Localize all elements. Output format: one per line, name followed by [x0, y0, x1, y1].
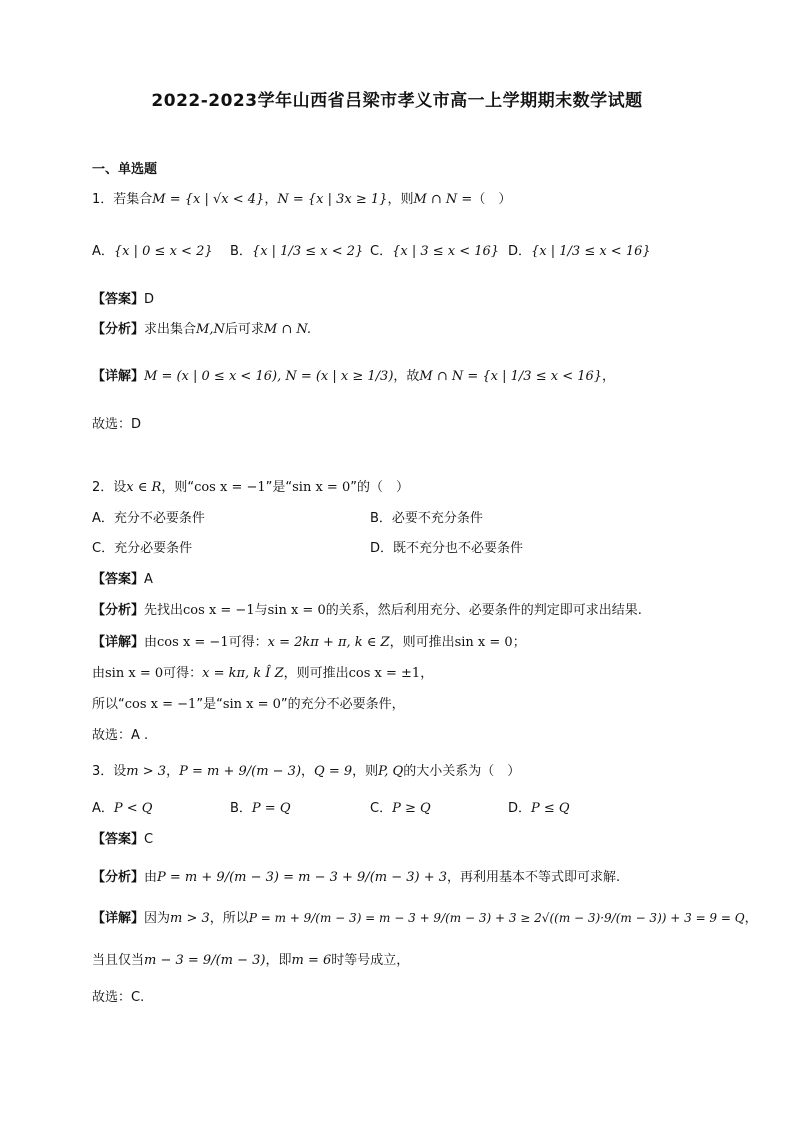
question-1-stem: 1．若集合M = {x | √x < 4}，N = {x | 3x ≥ 1}，则M ∩ N =（ ） — [92, 192, 512, 207]
question-3-stem: 3．设m > 3，P = m + 9/(m − 3)，Q = 9，则P, Q的大小关系为（ ） — [92, 764, 521, 779]
question-2-answer: 【答案】A — [92, 572, 153, 587]
question-3-detail: 【详解】因为m > 3，所以P = m + 9/(m − 3) = m − 3 + 9/(m − 3) + 3 ≥ 2√((m − 3)·9/(m − 3)) + 3 = 9 = Q， — [92, 911, 758, 926]
option-b: B．{x | 1/3 ≤ x < 2} — [230, 244, 364, 259]
option-b: B．必要不充分条件 — [370, 511, 483, 526]
option-a: A．{x | 0 ≤ x < 2} — [92, 244, 213, 259]
section-heading: 一、单选题 — [92, 162, 158, 177]
option-a: A．P < Q — [92, 801, 153, 816]
option-b: B．P = Q — [230, 801, 291, 816]
option-d: D．P ≤ Q — [508, 801, 570, 816]
question-1-conclusion: 故选：D — [92, 417, 142, 432]
page-title: 2022-2023学年山西省吕梁市孝义市高一上学期期末数学试题 — [151, 91, 643, 111]
question-3-answer: 【答案】C — [92, 832, 154, 847]
option-d: D．{x | 1/3 ≤ x < 16} — [508, 244, 651, 259]
option-c: C．{x | 3 ≤ x < 16} — [370, 244, 500, 259]
option-c: C．P ≥ Q — [370, 801, 431, 816]
question-1-answer: 【答案】D — [92, 292, 155, 307]
question-1-detail: 【详解】M = (x | 0 ≤ x < 16), N = (x | x ≥ 1/3)，故M ∩ N = {x | 1/3 ≤ x < 16}， — [92, 369, 616, 384]
question-3-conclusion: 故选：C. — [92, 990, 145, 1005]
question-2-stem: 2．设x ∈ R，则“cos x = −1”是“sin x = 0”的（ ） — [92, 480, 409, 495]
question-3-equality-condition: 当且仅当m − 3 = 9/(m − 3)，即m = 6时等号成立， — [92, 953, 410, 968]
option-d: D．既不充分也不必要条件 — [370, 541, 524, 556]
question-2-detail-line-3: 所以“cos x = −1”是“sin x = 0”的充分不必要条件， — [92, 697, 405, 712]
question-2-detail-line-2: 由sin x = 0可得：x = kπ, k Î Z，则可推出cos x = ±1， — [92, 666, 434, 681]
option-c: C．充分必要条件 — [92, 541, 193, 556]
question-1-analysis: 【分析】求出集合M,N后可求M ∩ N. — [92, 322, 312, 337]
question-2-conclusion: 故选：A . — [92, 728, 149, 743]
question-2-analysis: 【分析】先找出cos x = −1与sin x = 0的关系，然后利用充分、必要条件的判定即可求出结果. — [92, 603, 642, 618]
question-3-analysis: 【分析】由P = m + 9/(m − 3) = m − 3 + 9/(m − 3) + 3，再利用基本不等式即可求解. — [92, 870, 621, 885]
option-a: A．充分不必要条件 — [92, 511, 205, 526]
question-2-detail-line-1: 【详解】由cos x = −1可得：x = 2kπ + π, k ∈ Z，则可推出sin x = 0； — [92, 635, 526, 650]
